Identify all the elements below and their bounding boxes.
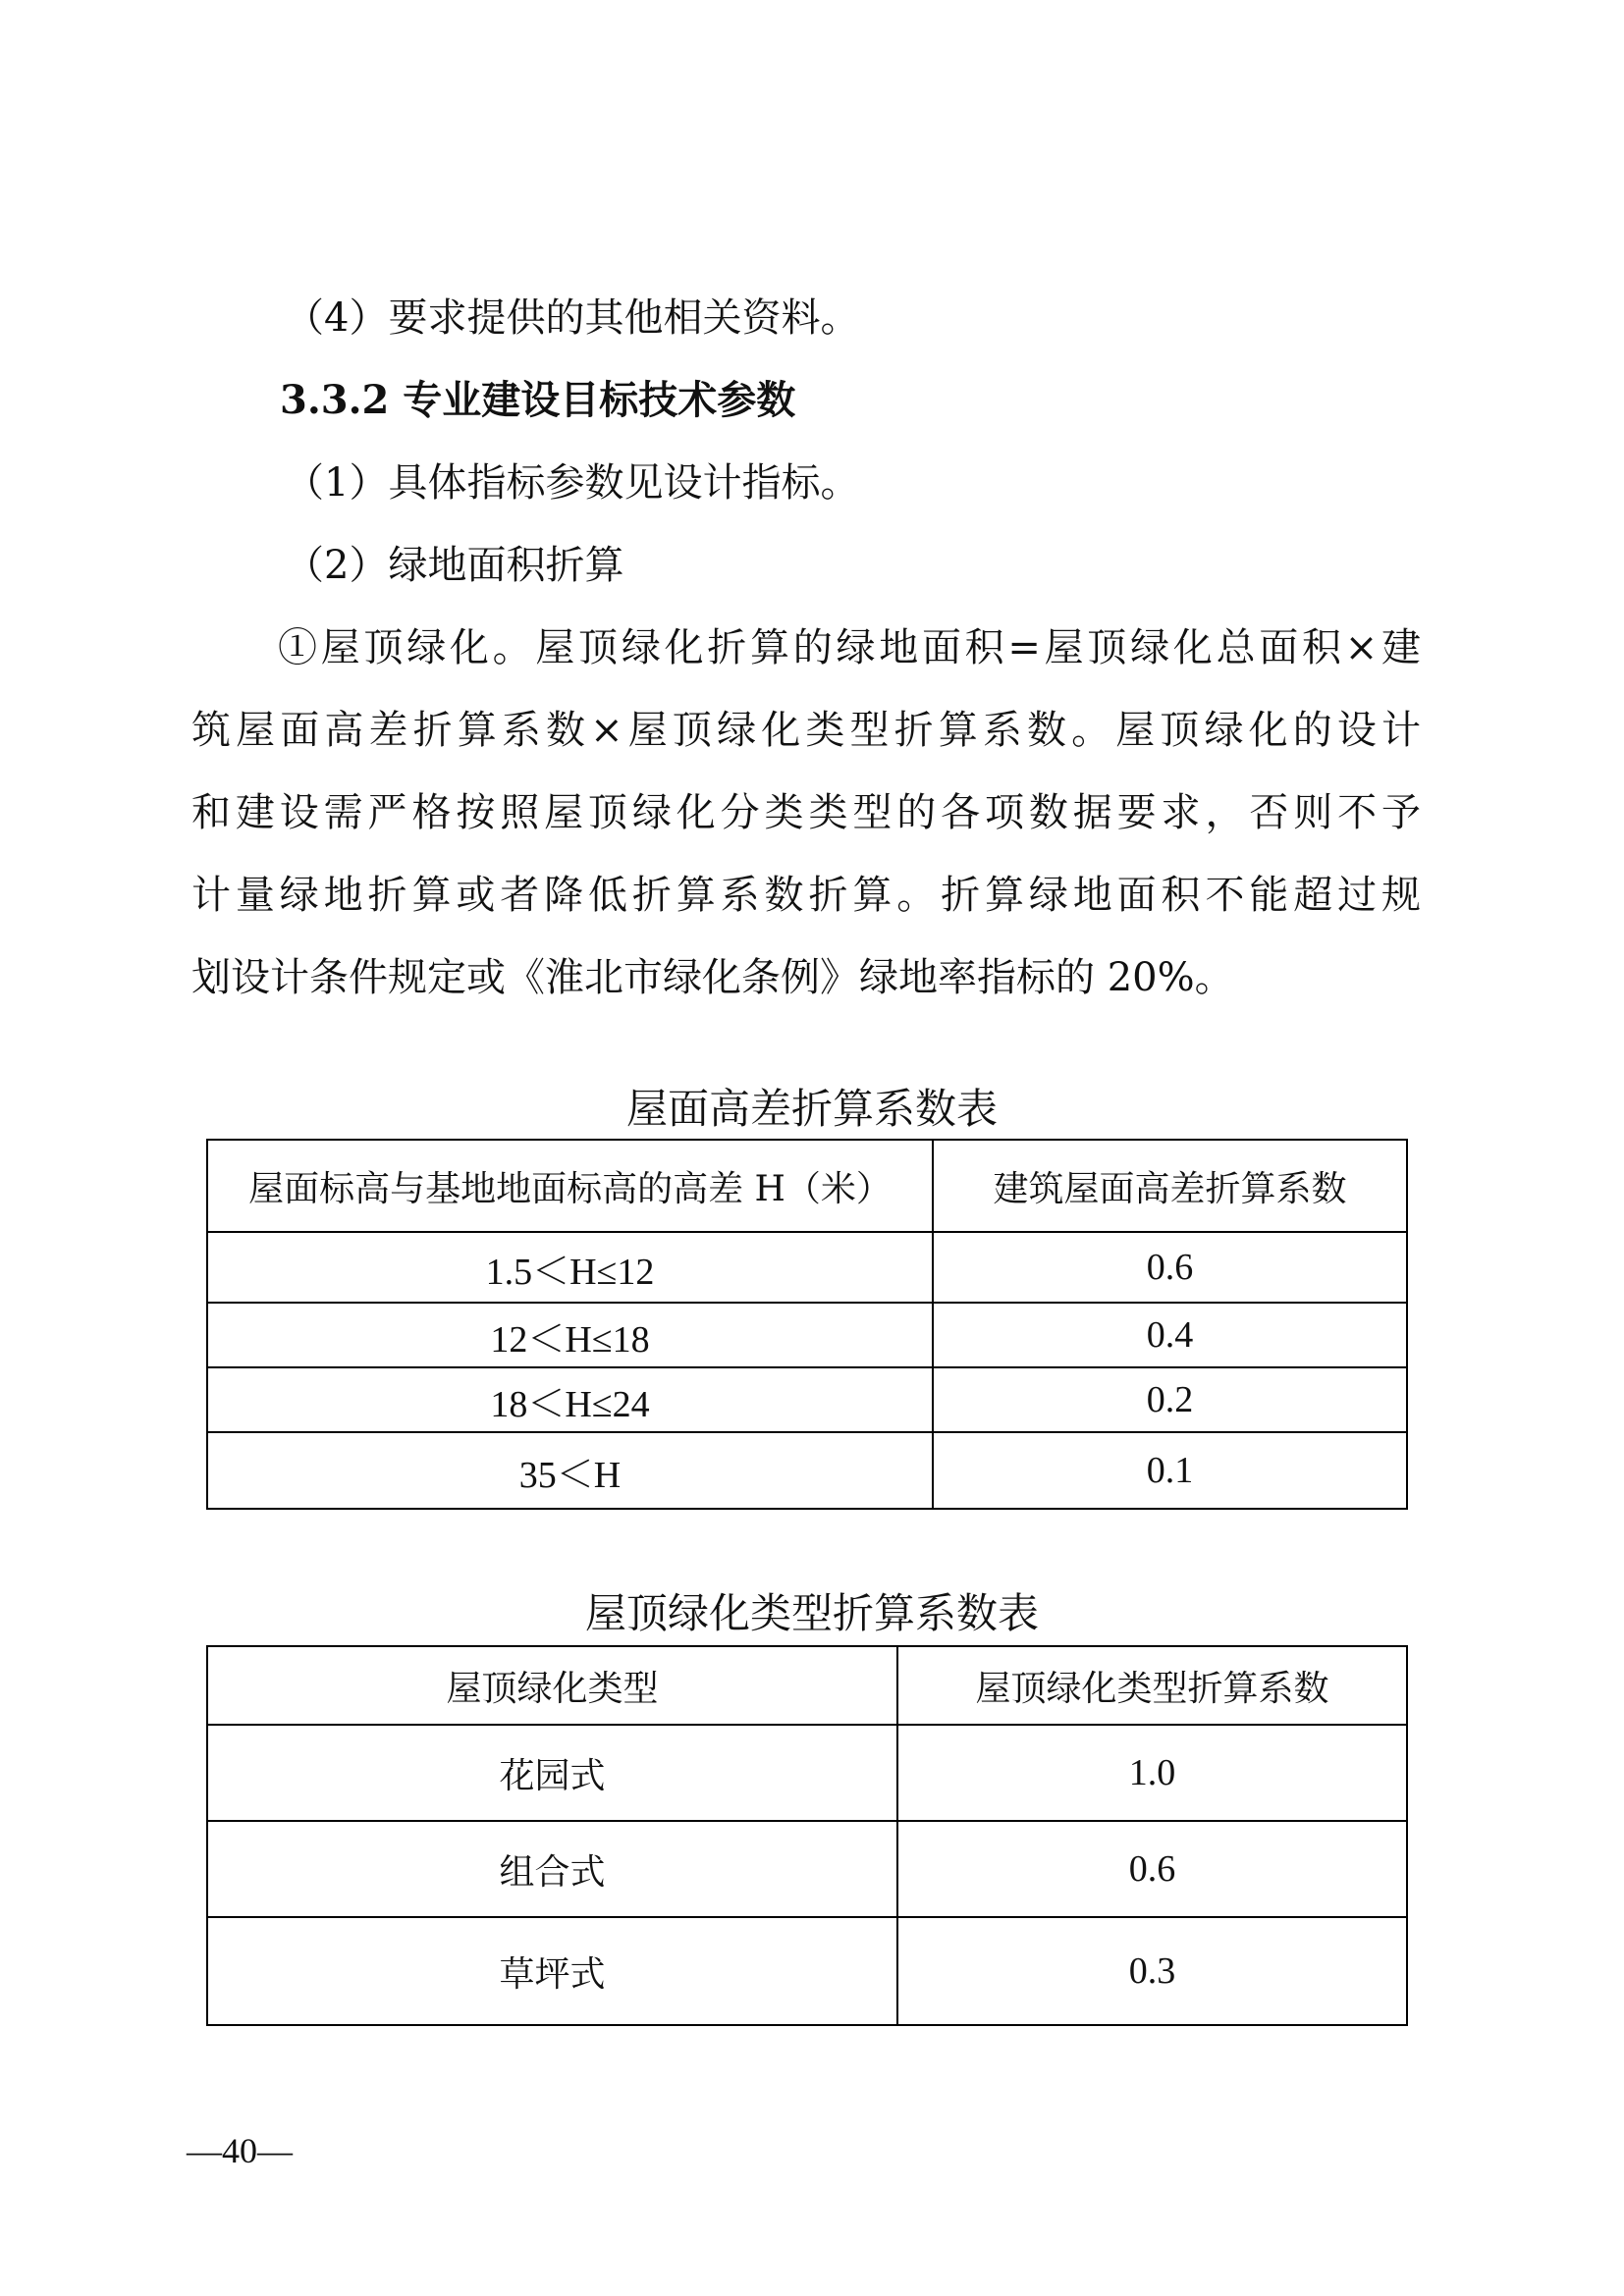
- table-row: [207, 1432, 1407, 1509]
- table-row: [207, 1821, 1407, 1917]
- table-cell: 0.6: [897, 1821, 1407, 1917]
- table-row: [207, 1725, 1407, 1821]
- page-number: —40—: [187, 2131, 293, 2170]
- table-cell: 草坪式: [207, 1917, 897, 2025]
- body-line: 计量绿地折算或者降低折算系数折算。折算绿地面积不能超过规: [191, 873, 1421, 918]
- table-cell: 12＜H≤18: [207, 1303, 933, 1367]
- table-row: [207, 1232, 1407, 1303]
- table-header-row: [207, 1646, 1407, 1725]
- table-row: [207, 1303, 1407, 1367]
- table1-caption: 屋面高差折算系数表: [625, 1085, 998, 1133]
- paragraph-item-2: （2）绿地面积折算: [285, 543, 624, 588]
- body-line: ①屋顶绿化。屋顶绿化折算的绿地面积=屋顶绿化总面积×建: [278, 625, 1421, 670]
- body-line: 和建设需严格按照屋顶绿化分类类型的各项数据要求，否则不予: [191, 790, 1421, 835]
- height-diff-coefficient-table: [206, 1139, 1408, 1510]
- table-cell: 35＜H: [207, 1432, 933, 1509]
- table-row: [207, 1367, 1407, 1432]
- table-cell: 0.1: [933, 1432, 1407, 1509]
- table-header-row: [207, 1140, 1407, 1232]
- table-cell: 0.2: [933, 1367, 1407, 1432]
- table-cell: 花园式: [207, 1725, 897, 1821]
- section-heading: 3.3.2 专业建设目标技术参数: [280, 377, 796, 423]
- table-cell: 0.3: [897, 1917, 1407, 2025]
- table-cell: 1.5＜H≤12: [207, 1232, 933, 1303]
- paragraph-item-1: （1）具体指标参数见设计指标。: [285, 460, 860, 506]
- table-header-cell: 建筑屋面高差折算系数: [933, 1140, 1407, 1232]
- roof-greening-type-table: [206, 1645, 1408, 2026]
- body-line: 筑屋面高差折算系数×屋顶绿化类型折算系数。屋顶绿化的设计: [191, 708, 1421, 753]
- table-cell: 0.4: [933, 1303, 1407, 1367]
- table-header-cell: 屋顶绿化类型折算系数: [897, 1646, 1407, 1725]
- table2-caption: 屋顶绿化类型折算系数表: [584, 1589, 1039, 1637]
- table-header-cell: 屋顶绿化类型: [207, 1646, 897, 1725]
- table-cell: 组合式: [207, 1821, 897, 1917]
- paragraph-item-4: （4）要求提供的其他相关资料。: [285, 295, 860, 341]
- body-line: 划设计条件规定或《淮北市绿化条例》绿地率指标的 20%。: [191, 955, 1234, 1000]
- table-cell: 18＜H≤24: [207, 1367, 933, 1432]
- table-header-cell: 屋面标高与基地地面标高的高差 H（米）: [207, 1140, 933, 1232]
- table-cell: 0.6: [933, 1232, 1407, 1303]
- table-row: [207, 1917, 1407, 2025]
- table-cell: 1.0: [897, 1725, 1407, 1821]
